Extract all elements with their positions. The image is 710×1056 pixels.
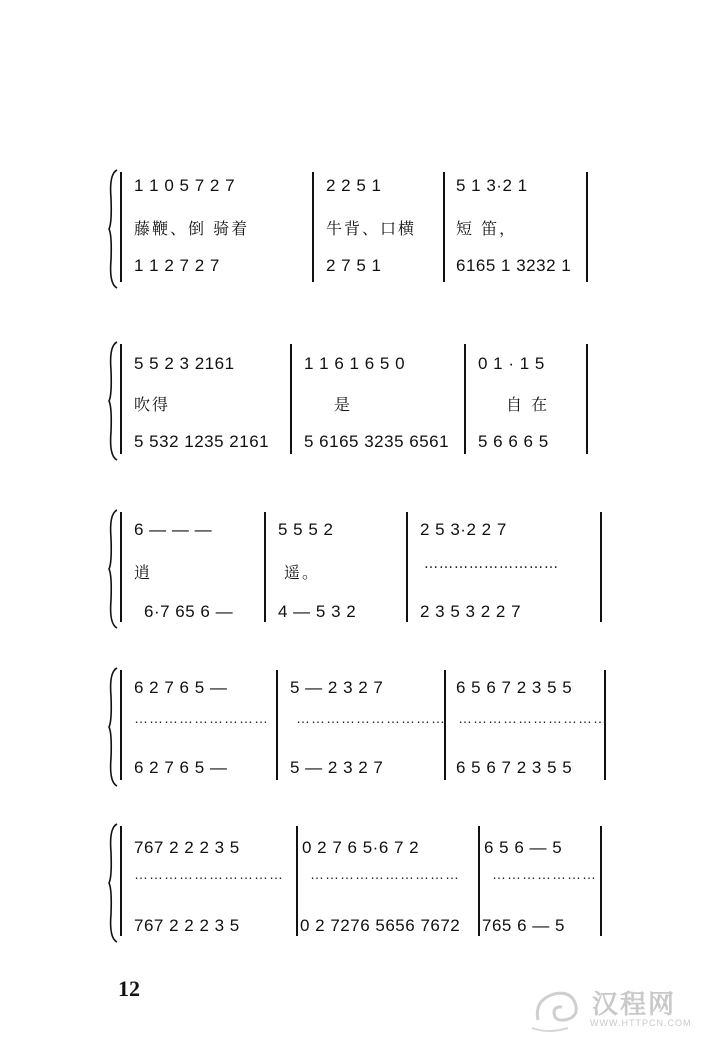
measure-lyrics: 吹得 <box>134 395 171 414</box>
accompaniment-line <box>134 256 604 282</box>
measure-melody: 2 5 3·2 2 7 <box>420 520 507 539</box>
barline <box>120 512 122 622</box>
score-system-5 <box>112 822 608 944</box>
system-brace <box>108 508 118 630</box>
measure-accompaniment: 5 — 2 3 2 7 <box>290 758 384 777</box>
page-number: 12 <box>118 976 140 1001</box>
measure-lyrics: 逍 <box>134 563 153 582</box>
score-system-4 <box>112 666 608 788</box>
measure-accompaniment: 6·7 65 6 — <box>144 602 234 621</box>
melody-line <box>134 838 604 864</box>
score-system-1 <box>112 168 608 290</box>
measure-accompaniment: 2 3 5 3 2 2 7 <box>420 602 522 621</box>
measure-dotted-line: ……………………… <box>424 556 559 572</box>
swirl-logo-icon <box>528 980 588 1036</box>
measure-accompaniment: 0 2 7276 5656 7672 <box>300 916 461 935</box>
measure-accompaniment: 1 1 2 7 2 7 <box>134 256 220 275</box>
measure-melody: 5 5 5 2 <box>278 520 334 539</box>
measure-melody: 5 1 3·2 1 <box>456 176 528 195</box>
measure-melody: 1 1 0 5 7 2 7 <box>134 176 236 195</box>
measure-melody: 6 — — — <box>134 520 213 539</box>
accompaniment-line <box>134 916 604 942</box>
melody-line <box>134 354 604 380</box>
measure-accompaniment: 6 5 6 7 2 3 5 5 <box>456 758 573 777</box>
accompaniment-line <box>134 602 604 628</box>
lyrics-line <box>134 392 604 418</box>
system-brace <box>108 666 118 788</box>
measure-melody: 1 1 6 1 6 5 0 <box>304 354 406 373</box>
measure-accompaniment: 6165 1 3232 1 <box>456 256 572 275</box>
watermark-text: 汉程网 <box>592 990 677 1020</box>
measure-melody: 767 2 2 2 3 5 <box>134 838 240 857</box>
measure-melody: 5 5 2 3 2161 <box>134 354 235 373</box>
measure-lyrics: 牛背、口横 <box>326 219 417 238</box>
melody-line <box>134 520 604 546</box>
accompaniment-line <box>134 432 604 458</box>
barline <box>120 344 122 454</box>
barline <box>120 826 122 936</box>
measure-dotted-line: ………………………… <box>134 866 284 882</box>
score-system-2 <box>112 340 608 462</box>
system-brace <box>108 340 118 462</box>
site-watermark <box>528 980 698 1040</box>
measure-accompaniment: 5 6 6 6 5 <box>478 432 549 451</box>
measure-melody: 6 5 6 — 5 <box>484 838 563 857</box>
measure-dotted-line: ………………… <box>492 866 597 882</box>
measure-accompaniment: 5 532 1235 2161 <box>134 432 270 451</box>
measure-accompaniment: 6 2 7 6 5 — <box>134 758 228 777</box>
measure-accompaniment: 767 2 2 2 3 5 <box>134 916 240 935</box>
measure-lyrics: 自 在 <box>506 395 550 414</box>
measure-dotted-line: ………………………… <box>458 710 608 726</box>
score-system-3 <box>112 508 608 630</box>
measure-melody: 5 — 2 3 2 7 <box>290 678 384 697</box>
dotted-continuation-line <box>134 866 604 892</box>
measure-melody: 2 2 5 1 <box>326 176 382 195</box>
measure-dotted-line: ………………………… <box>296 710 446 726</box>
measure-dotted-line: ……………………… <box>134 710 269 726</box>
system-brace <box>108 822 118 944</box>
measure-accompaniment: 5 6165 3235 6561 <box>304 432 450 451</box>
measure-lyrics: 遥。 <box>284 563 321 582</box>
measure-accompaniment: 2 7 5 1 <box>326 256 382 275</box>
system-brace <box>108 168 118 290</box>
melody-line <box>134 678 604 704</box>
accompaniment-line <box>134 758 604 784</box>
barline <box>120 172 122 282</box>
lyrics-line <box>134 556 604 586</box>
watermark-url: WWW.HTTPCN.COM <box>590 1018 692 1028</box>
measure-melody: 6 5 6 7 2 3 5 5 <box>456 678 573 697</box>
melody-line <box>134 176 604 202</box>
lyrics-line <box>134 216 604 242</box>
measure-lyrics: 是 <box>334 395 353 414</box>
measure-dotted-line: ………………………… <box>310 866 460 882</box>
measure-lyrics: 藤鞭、倒 骑着 <box>134 219 250 238</box>
measure-melody: 6 2 7 6 5 — <box>134 678 228 697</box>
measure-accompaniment: 765 6 — 5 <box>482 916 565 935</box>
measure-melody: 0 2 7 6 5·6 7 2 <box>302 838 420 857</box>
dotted-continuation-line <box>134 710 608 736</box>
measure-melody: 0 1 · 1 5 <box>478 354 545 373</box>
measure-lyrics: 短 笛， <box>456 219 518 238</box>
measure-accompaniment: 4 — 5 3 2 <box>278 602 357 621</box>
barline <box>120 670 122 780</box>
